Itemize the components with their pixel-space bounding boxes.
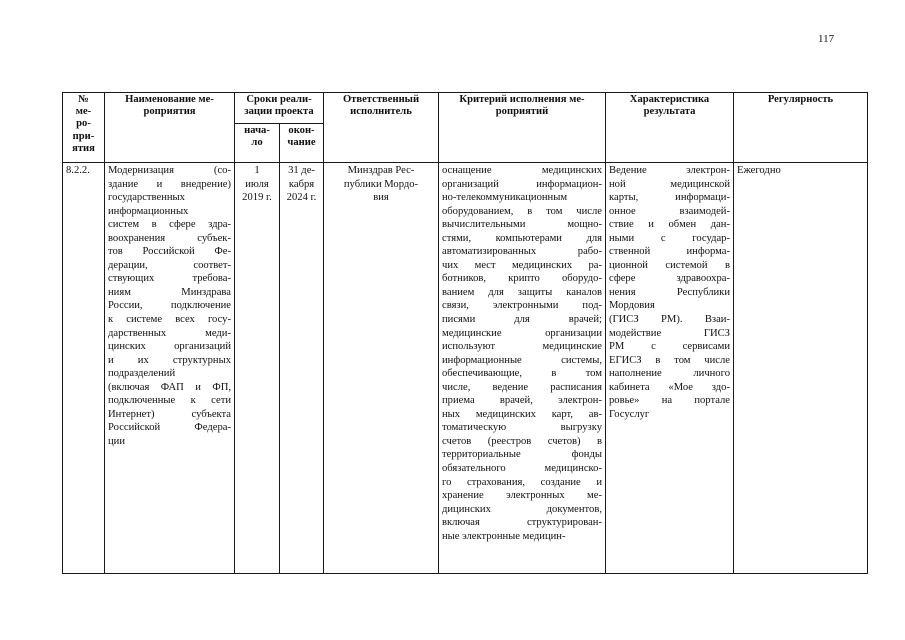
header-name: Наименование ме- роприятия <box>105 93 235 163</box>
result-line: Мордовия <box>609 300 655 312</box>
result-line: ной медицинской <box>609 178 730 190</box>
name-line: России, подключение <box>108 300 231 312</box>
criterion-line: го страхования, создание и <box>442 476 602 488</box>
name-line: к системе всех госу- <box>108 314 231 326</box>
cell-criterion <box>439 163 606 574</box>
criterion-line: чих мест медицинских ра- <box>442 259 602 271</box>
table-row <box>63 163 868 574</box>
result-line: кабинета «Мое здо- <box>609 381 730 393</box>
name-line: ции <box>108 435 126 447</box>
result-line: ственной информа- <box>609 246 730 258</box>
measures-table <box>62 92 868 574</box>
criterion-line: ные электронные медицин- <box>442 530 566 542</box>
result-line: наполнение личного <box>609 368 730 380</box>
name-line: информационных <box>108 205 189 217</box>
criterion-line: томатическую выгрузку <box>442 422 602 434</box>
criterion-line: ных медицинских карт, ав- <box>442 408 602 420</box>
result-line: ствие и обмен дан- <box>609 219 730 231</box>
cell-regularity: Ежегодно <box>734 163 868 574</box>
cell-end: 31 де- кабря 2024 г. <box>280 163 324 574</box>
header-criterion: Критерий исполнения ме- роприятий <box>439 93 606 163</box>
header-terms: Сроки реали- зации проекта <box>235 93 324 124</box>
criterion-line: ванием для защиты каналов <box>442 286 602 298</box>
cell-number: 8.2.2. <box>63 163 105 574</box>
criterion-line: вычислительными мощно- <box>442 219 602 231</box>
name-line: государственных <box>108 192 185 204</box>
cell-result <box>606 163 734 574</box>
criterion-line: приема врачей, электрон- <box>442 395 602 407</box>
result-line: РМ с сервисами <box>609 341 730 353</box>
criterion-line: оснащение медицинских <box>442 165 602 176</box>
criterion-line: но-телекоммуникационным <box>442 192 568 204</box>
criterion-line: организаций информацион- <box>442 178 602 190</box>
result-line: модействие ГИСЗ <box>609 327 730 339</box>
name-line: цинских организаций <box>108 341 231 353</box>
header-end: окон- чание <box>280 124 324 163</box>
header-start: нача- ло <box>235 124 280 163</box>
criterion-line: медицинские организации <box>442 327 602 339</box>
result-line: Госуслуг <box>609 408 650 420</box>
result-line: карты, информаци- <box>609 192 730 204</box>
name-line: Интернет) субъекта <box>108 408 231 420</box>
result-line: Ведение электрон- <box>609 165 730 176</box>
criterion-line: счетов (реестров счетов) в <box>442 435 602 447</box>
criterion-line: оборудованием, в том числе <box>442 205 602 217</box>
criterion-line: территориальные фонды <box>442 449 602 461</box>
result-line: онное взаимодей- <box>609 205 730 217</box>
name-line: Российской Федера- <box>108 422 231 434</box>
name-line: воохранения субъек- <box>108 232 231 244</box>
criterion-line: числе, ведение расписания <box>442 381 602 393</box>
cell-name <box>105 163 235 574</box>
header-number: № ме- ро- при- ятия <box>63 93 105 163</box>
result-line: (ГИСЗ РМ). Взаи- <box>609 314 730 326</box>
criterion-line: дицинских документов, <box>442 503 602 515</box>
criterion-line: используют медицинские <box>442 341 602 353</box>
name-line: (включая ФАП и ФП, <box>108 381 231 393</box>
header-regularity: Регулярность <box>734 93 868 163</box>
result-line: ными с государ- <box>609 232 730 244</box>
criterion-line: обеспечивающие, в том <box>442 368 602 380</box>
name-line: подключенные к сети <box>108 395 231 407</box>
criterion-line: автоматизированных рабо- <box>442 246 602 258</box>
name-line: ниям Минздрава <box>108 286 231 298</box>
result-line: сфере здравоохра- <box>609 273 730 285</box>
header-result: Характеристика результата <box>606 93 734 163</box>
name-line: тов Российской Фе- <box>108 246 231 258</box>
name-line: здание и внедрение) <box>108 178 231 190</box>
result-line: нения Республики <box>609 286 730 298</box>
criterion-line: обязательного медицинско- <box>442 463 602 475</box>
criterion-line: стями, компьютерами для <box>442 232 602 244</box>
name-line: дарственных меди- <box>108 327 231 339</box>
criterion-line: писями для врачей; <box>442 314 602 326</box>
criterion-line: ботников, крипто оборудо- <box>442 273 602 285</box>
result-line: ционной системой в <box>609 259 730 271</box>
name-line: и их структурных <box>108 354 231 366</box>
cell-executor: Минздрав Рес- публики Мордо- вия <box>324 163 439 574</box>
header-executor: Ответственный исполнитель <box>324 93 439 163</box>
criterion-line: хранение электронных ме- <box>442 490 602 502</box>
name-line: систем в сфере здра- <box>108 219 231 231</box>
result-line: ровье» на портале <box>609 395 730 407</box>
criterion-line: связи, электронными под- <box>442 300 602 312</box>
name-line: дерации, соответ- <box>108 259 231 271</box>
result-line: ЕГИСЗ в том числе <box>609 354 730 366</box>
name-line: ствующих требова- <box>108 273 231 285</box>
name-line: Модернизация (со- <box>108 165 231 176</box>
page-number: 117 <box>818 33 835 45</box>
cell-start: 1 июля 2019 г. <box>235 163 280 574</box>
name-line: подразделений <box>108 368 176 380</box>
criterion-line: включая структурирован- <box>442 517 602 529</box>
criterion-line: информационные системы, <box>442 354 602 366</box>
